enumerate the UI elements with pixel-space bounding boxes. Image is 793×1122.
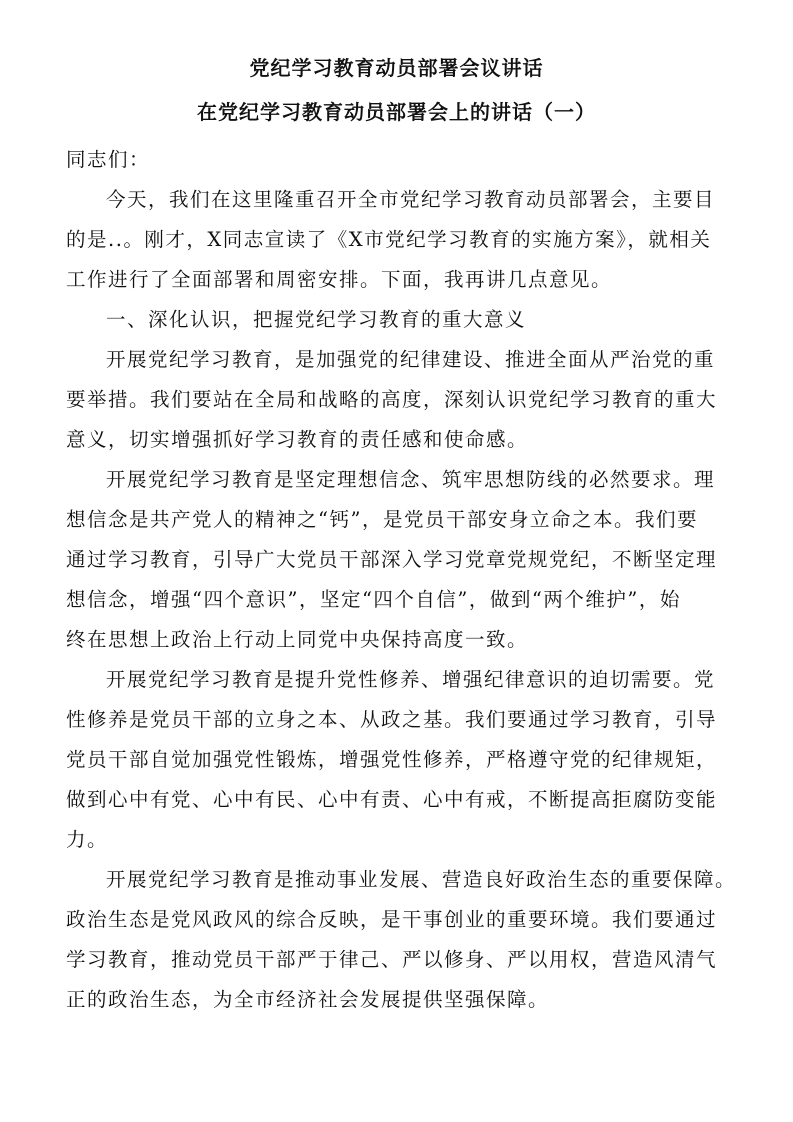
- section-heading: 一、深化认识，把握党纪学习教育的重大意义: [106, 308, 527, 331]
- salutation: 同志们：: [66, 148, 151, 171]
- text-line: 开展党纪学习教育是推动事业发展、营造良好政治生态的重要保障。: [106, 868, 737, 891]
- text-line: 性修养是党员干部的立身之本、从政之基。我们要通过学习教育，引导: [66, 708, 718, 731]
- text-line: 开展党纪学习教育，是加强党的纪律建设、推进全面从严治党的重: [106, 348, 716, 371]
- text-line: 力。: [66, 828, 109, 851]
- text-line: 工作进行了全面部署和周密安排。下面，我再讲几点意见。: [66, 268, 613, 291]
- document-title: 党纪学习教育动员部署会议讲话: [249, 56, 544, 80]
- text-line: 正的政治生态，为全市经济社会发展提供坚强保障。: [66, 988, 550, 1011]
- text-line: 学习教育，推动党员干部严于律己、严以修身、严以用权，营造风清气: [66, 948, 718, 971]
- text-line: 的是..。刚才，X同志宣读了《X市党纪学习教育的实施方案》，就相关: [66, 228, 712, 251]
- text-line: 做到心中有党、心中有民、心中有责、心中有戒，不断提高拒腐防变能: [66, 788, 718, 811]
- text-line: 意义，切实增强抓好学习教育的责任感和使命感。: [66, 428, 529, 451]
- text-line: 政治生态是党风政风的综合反映，是干事创业的重要环境。我们要通过: [66, 908, 718, 931]
- text-line: 想信念是共产党人的精神之“钙”，是党员干部安身立命之本。我们要: [66, 508, 698, 531]
- text-line: 党员干部自觉加强党性锻炼，增强党性修养，严格遵守党的纪律规矩，: [66, 748, 718, 771]
- text-line: 终在思想上政治上行动上同党中央保持高度一致。: [66, 628, 529, 651]
- text-line: 想信念，增强“四个意识”，坚定“四个自信”，做到“两个维护”，始: [66, 588, 681, 611]
- text-line: 通过学习教育，引导广大党员干部深入学习党章党规党纪，不断坚定理: [66, 548, 718, 571]
- text-line: 开展党纪学习教育是提升党性修养、增强纪律意识的迫切需要。党: [106, 668, 716, 691]
- document-body: [66, 140, 746, 1020]
- document-subtitle: 在党纪学习教育动员部署会上的讲话（一）: [197, 100, 596, 124]
- text-line: 今天，我们在这里隆重召开全市党纪学习教育动员部署会，主要目: [106, 188, 716, 211]
- text-line: 开展党纪学习教育是坚定理想信念、筑牢思想防线的必然要求。理: [106, 468, 716, 491]
- text-line: 要举措。我们要站在全局和战略的高度，深刻认识党纪学习教育的重大: [66, 388, 718, 411]
